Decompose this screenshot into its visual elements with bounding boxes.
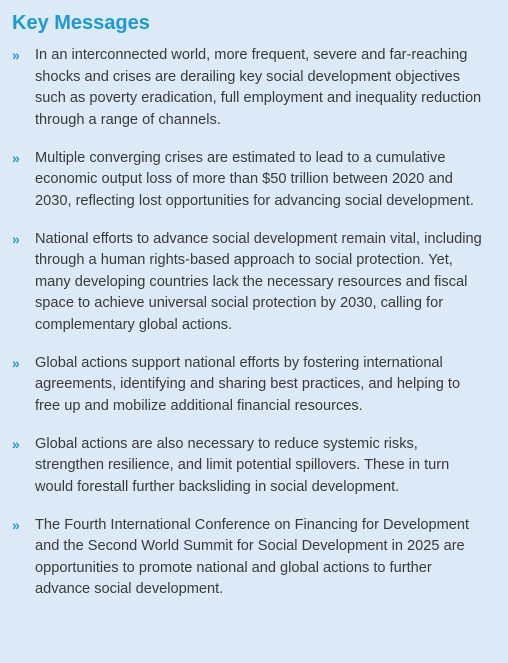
list-item — [12, 148, 486, 213]
bullet-icon: » — [12, 47, 20, 63]
bullet-icon: » — [12, 230, 20, 247]
list-item — [12, 515, 486, 601]
list-item-text: The Fourth International Conference on Financing for Development and the Second World Summit for Social Development in 2025 are opportunities to promote national and global actions to further advance social development. — [35, 516, 470, 597]
bullet-icon: » — [12, 516, 20, 533]
key-messages-list — [12, 45, 486, 601]
bullet-icon: » — [12, 435, 20, 452]
list-item-text: Global actions are also necessary to reduce systemic risks, strengthen resilience, and limit potential spillovers. These in turn would forestall further backsliding in social development. — [35, 435, 450, 495]
list-item — [12, 45, 486, 131]
bullet-icon: » — [12, 354, 20, 371]
list-item — [12, 229, 486, 337]
list-item-text: National efforts to advance social development remain vital, including through a human rights-based approach to social protection. Yet, many developing countries lack the necessary resources and fiscal space to achieve universal social protection by 2030, calling for complementary global actions. — [35, 230, 482, 333]
list-item — [12, 353, 486, 418]
list-item — [12, 434, 486, 499]
list-item-text: Global actions support national efforts by fostering international agreements, identifying and sharing best practices, and helping to free up and mobilize additional financial resources. — [35, 354, 461, 414]
list-item-text: Multiple converging crises are estimated to lead to a cumulative economic output loss of more than $50 trillion between 2020 and 2030, reflecting lost opportunities for advancing social development. — [35, 149, 474, 209]
list-item-text: In an interconnected world, more frequent, severe and far-reaching shocks and crises are derailing key social development objectives such as poverty eradication, full employment and inequality reduction through a range of channels. — [35, 47, 482, 128]
bullet-icon: » — [12, 149, 20, 166]
panel-title: Key Messages — [12, 12, 150, 34]
